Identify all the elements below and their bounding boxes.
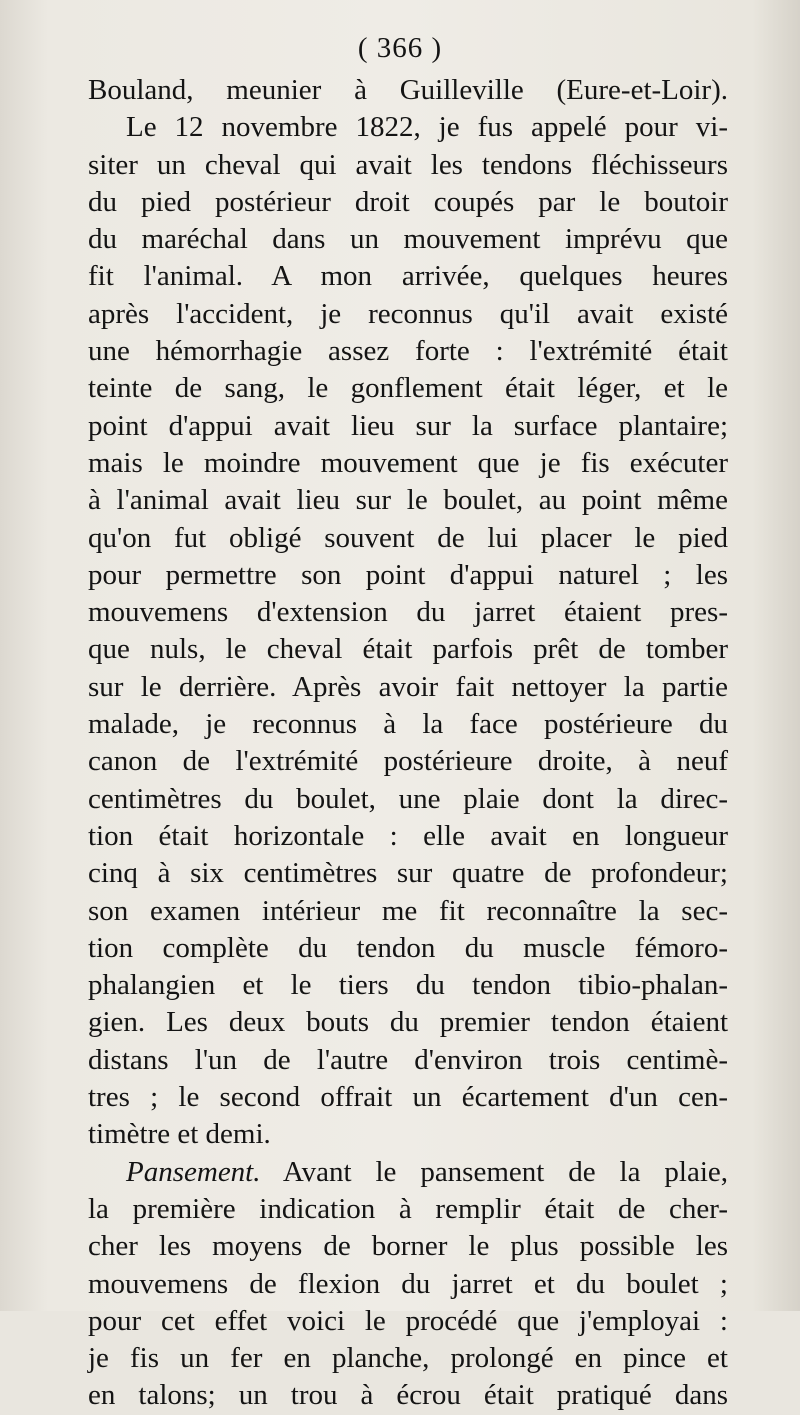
text-line: Bouland, meunier à Guilleville (Eure-et-Loir). [88,74,728,106]
text-line: tion était horizontale : elle avait en longueur [88,819,728,852]
text-line: à l'animal avait lieu sur le boulet, au point même [88,484,728,517]
text-line: sur le derrière. Après avoir fait nettoyer la partie [88,670,728,703]
page-number: ( 366 ) [357,32,443,64]
text-line: cinq à six centimètres sur quatre de profondeur; [88,857,728,890]
text-line: tres ; le second offrait un écartement d'un cen- [88,1081,728,1114]
text-line: phalangien et le tiers du tendon tibio-phalan- [88,969,728,1002]
text-line: du maréchal dans un mouvement imprévu que [88,223,728,256]
text-line: canon de l'extrémité postérieure droite, à neuf [88,745,728,778]
text-line: la première indication à remplir était de cher- [88,1192,728,1225]
text-line: fit l'animal. A mon arrivée, quelques heures [88,260,728,293]
text-line: en talons; un trou à écrou était pratiqué dans [88,1379,728,1412]
text-line: mais le moindre mouvement que je fis exécuter [88,446,728,479]
text-line: mouvemens de flexion du jarret et du boulet ; [88,1267,728,1300]
body-text [88,72,728,1415]
text-line: centimètres du boulet, une plaie dont la direc- [88,782,728,815]
text-line: tion complète du tendon du muscle fémoro- [88,931,728,964]
text-line: pour cet effet voici le procédé que j'employai : [88,1304,728,1337]
section-heading: Pansement. [126,1155,261,1188]
text-line: pour permettre son point d'appui naturel ; les [88,558,728,591]
text-line: timètre et demi. [88,1118,271,1151]
text-line: du pied postérieur droit coupés par le boutoir [88,185,728,218]
text-line: cher les moyens de borner le plus possible les [88,1230,728,1263]
text-line: point d'appui avait lieu sur la surface plantaire; [88,409,728,442]
text-line: gien. Les deux bouts du premier tendon étaient [88,1006,728,1039]
text-line: son examen intérieur me fit reconnaître la sec- [88,894,728,927]
text-line: qu'on fut obligé souvent de lui placer le pied [88,521,728,554]
text-line: mouvemens d'extension du jarret étaient pres- [88,596,728,629]
text-line: Le 12 novembre 1822, je fus appelé pour vi- [126,111,728,144]
text-line: une hémorrhagie assez forte : l'extrémité était [88,335,728,368]
text-line: après l'accident, je reconnus qu'il avait existé [88,297,728,330]
text-line: Avant le pansement de la plaie, [282,1155,728,1188]
text-line: malade, je reconnus à la face postérieure du [88,708,728,741]
text-line: teinte de sang, le gonflement était léger, et le [88,372,728,405]
text-line: que nuls, le cheval était parfois prêt de tomber [88,633,728,666]
text-line: siter un cheval qui avait les tendons fléchisseurs [88,148,728,181]
text-line: je fis un fer en planche, prolongé en pince et [88,1342,728,1375]
text-line: distans l'un de l'autre d'environ trois centimè- [88,1043,728,1076]
section-first-line [88,1154,728,1191]
